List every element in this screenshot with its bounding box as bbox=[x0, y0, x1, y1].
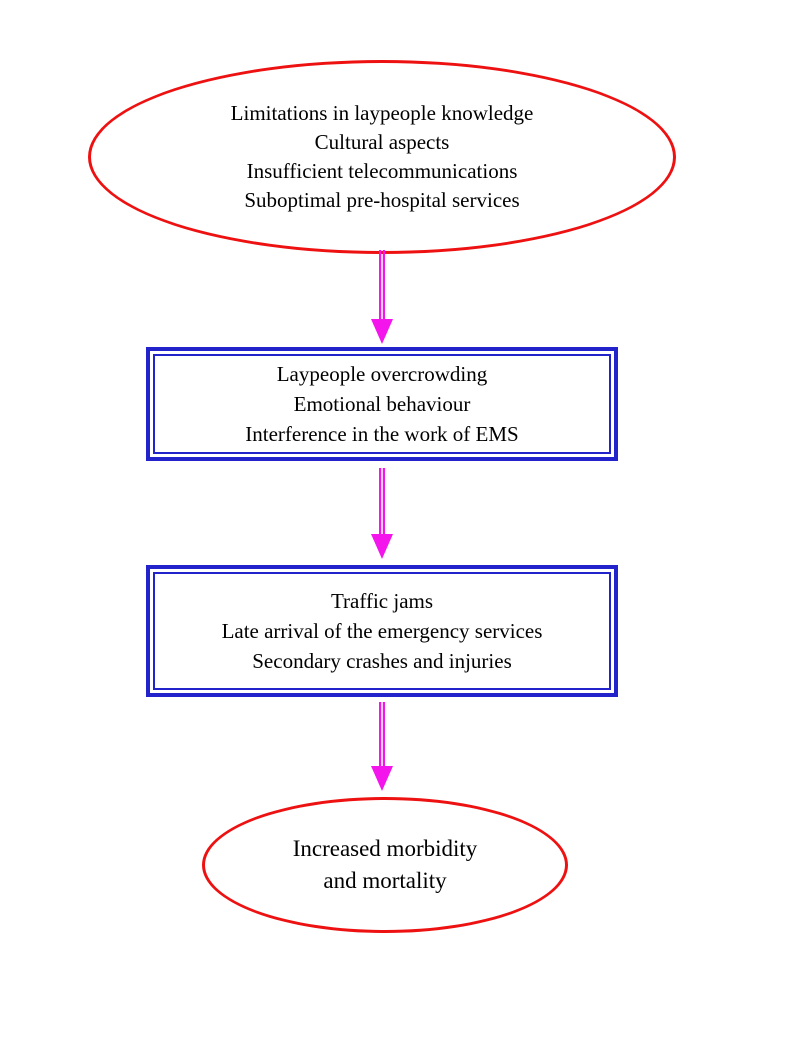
outcome-line: and mortality bbox=[323, 868, 447, 893]
traffic-line: Traffic jams bbox=[330, 589, 434, 613]
traffic-line: Secondary crashes and injuries bbox=[252, 649, 512, 673]
overcrowding-box-node bbox=[146, 347, 618, 461]
causes-line: Cultural aspects bbox=[314, 130, 450, 154]
outcome-line: Increased morbidity bbox=[292, 836, 478, 861]
causes-ellipse-node bbox=[88, 60, 676, 254]
traffic-line: Late arrival of the emergency services bbox=[221, 619, 543, 643]
overcrowding-box-inner bbox=[153, 354, 611, 454]
down-arrow-icon bbox=[368, 250, 396, 345]
overcrowding-line: Interference in the work of EMS bbox=[245, 422, 519, 446]
overcrowding-line: Laypeople overcrowding bbox=[276, 362, 488, 386]
down-arrow-icon bbox=[368, 468, 396, 560]
causes-line: Suboptimal pre-hospital services bbox=[244, 188, 520, 212]
causes-line: Insufficient telecommunications bbox=[246, 159, 518, 183]
outcome-ellipse-node bbox=[202, 797, 568, 933]
down-arrow-icon bbox=[368, 702, 396, 792]
traffic-box-inner bbox=[153, 572, 611, 690]
causes-line: Limitations in laypeople knowledge bbox=[230, 101, 534, 125]
overcrowding-line: Emotional behaviour bbox=[293, 392, 471, 416]
traffic-box-node bbox=[146, 565, 618, 697]
